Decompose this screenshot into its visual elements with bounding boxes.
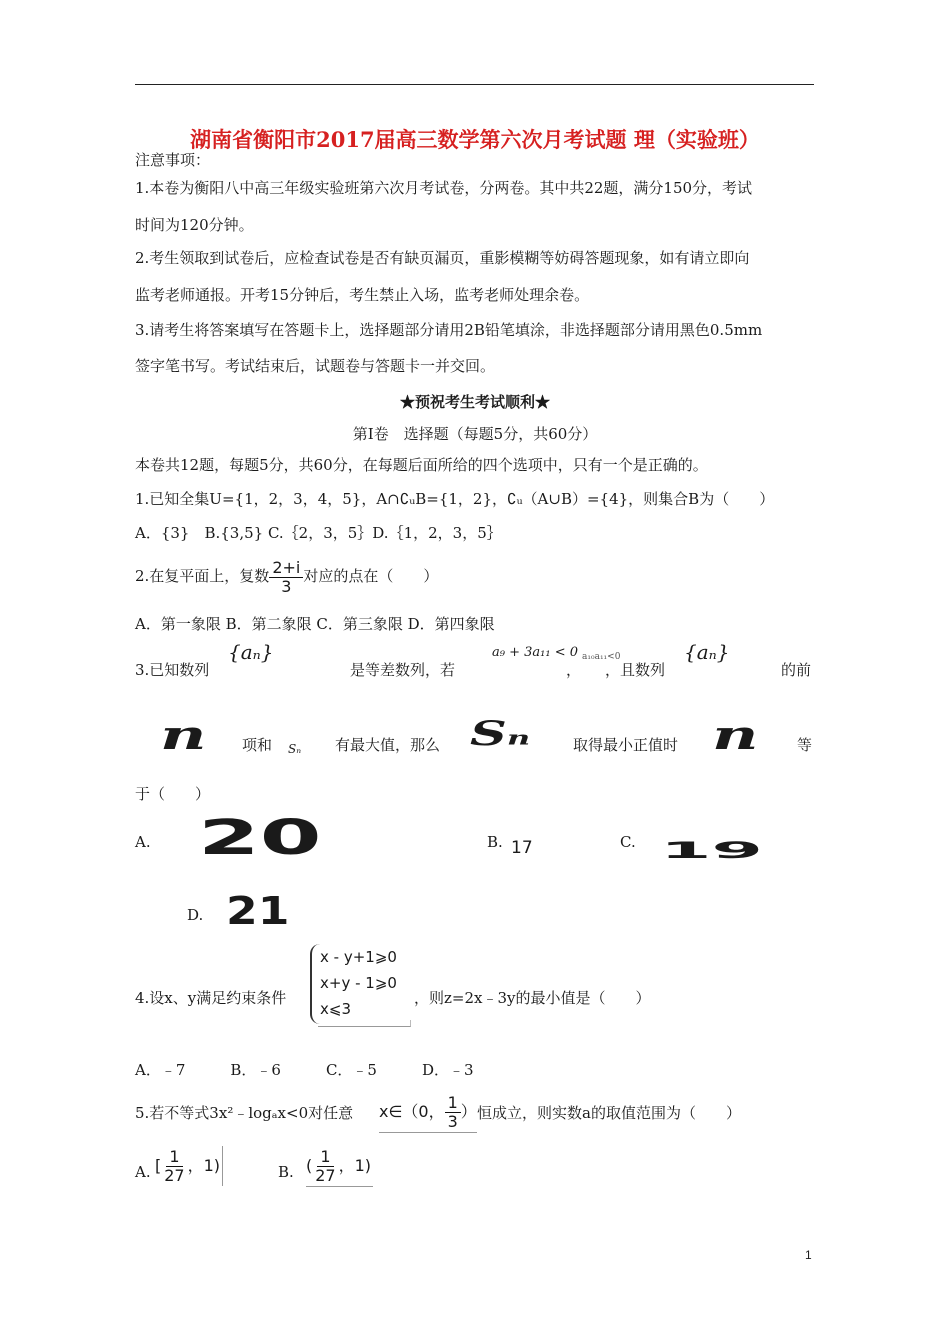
question-2-denominator: 3: [281, 576, 292, 596]
header-rule: [135, 84, 814, 85]
question-5-interval-pre: x∈（0，: [379, 1102, 445, 1121]
question-3-sn-small: Sₙ: [288, 742, 302, 756]
question-3-line-3: 于（ ）: [135, 785, 211, 803]
question-3-text-d: 等: [797, 736, 813, 754]
note-2-line-2: 监考老师通报。开考15分钟后，考生禁止入场，监考老师处理余卷。: [135, 286, 590, 304]
question-5-post: 恒成立，则实数a的取值范围为（ ）: [477, 1104, 741, 1122]
question-2-post: 对应的点在（ ）: [303, 567, 439, 585]
note-2-line-1: 2.考生领取到试卷后，应检查试卷是否有缺页漏页，重影模糊等妨碍答题现象，如有请立即向: [135, 249, 750, 267]
question-4-pre: 4.设x、y满足约束条件: [135, 989, 287, 1007]
question-5-option-b-fraction: [312, 1148, 338, 1185]
question-5-interval-post: ）: [460, 1102, 477, 1121]
page-number: 1: [805, 1248, 812, 1262]
question-3-text-c: 取得最小正值时: [573, 736, 679, 754]
question-5-option-b-open: (: [306, 1156, 313, 1175]
question-3-option-c: 19: [660, 838, 763, 864]
question-4-options: A．﹣7 B．﹣6 C．﹣5 D．﹣3: [135, 1061, 474, 1079]
question-5-option-b-close: ，1): [338, 1156, 372, 1175]
question-3-post: 的前: [781, 661, 812, 679]
question-3-text-b: 有最大值，那么: [335, 736, 441, 754]
question-4-constraint-2: x+y - 1⩾0: [320, 974, 397, 992]
question-5-option-a-label: A.: [135, 1163, 151, 1181]
question-5-interval-numerator: 1: [445, 1094, 461, 1113]
question-3-option-b-label: B.: [487, 833, 503, 851]
question-3-sequence-1: {aₙ}: [228, 640, 274, 664]
question-5-option-a-denominator: 27: [164, 1166, 185, 1185]
question-5-option-b-label: B.: [278, 1163, 294, 1181]
question-2-numerator: 2+i: [269, 559, 303, 578]
question-5-option-a-fraction: [161, 1148, 187, 1185]
question-3-mid: 是等差数列，若: [350, 661, 456, 679]
question-1-stem: 1.已知全集U={1，2，3，4，5}，A∩∁ᵤB={1，2}，∁ᵤ（A∪B）={4}，则集合B为（ ）: [135, 490, 775, 508]
question-5-option-a-close: ，1): [187, 1156, 221, 1175]
question-3-pre: 3.已知数列: [135, 661, 210, 679]
question-3-sn-big: Sₙ: [470, 714, 531, 754]
question-4-figure-border: [318, 1020, 411, 1027]
note-1-line-1: 1.本卷为衡阳八中高三年级实验班第六次月考试卷，分两卷。其中共22题，满分150分，考试: [135, 179, 753, 197]
question-3-n-1: n: [160, 712, 207, 759]
section-intro: 本卷共12题，每题5分，共60分，在每题后面所给的四个选项中，只有一个是正确的。: [135, 456, 708, 474]
question-4-constraint-system: [310, 944, 412, 1024]
question-5-pre: 5.若不等式3x²﹣logₐx<0对任意: [135, 1104, 354, 1122]
question-3-condition: a₉ + 3a₁₁ < 0: [492, 645, 578, 660]
question-5-interval: [379, 1092, 477, 1133]
question-3-sequence-2: {aₙ}: [684, 640, 730, 664]
note-1-line-2: 时间为120分钟。: [135, 216, 254, 234]
question-5-option-b: [306, 1146, 373, 1187]
note-3-line-2: 签字笔书写。考试结束后，试题卷与答题卡一并交回。: [135, 357, 496, 375]
question-4-post: ，则z=2x﹣3y的最小值是（ ）: [414, 989, 651, 1007]
question-3-mid2: ，且数列: [605, 661, 666, 679]
question-5-option-a-open: [: [155, 1156, 162, 1175]
exam-title: 湖南省衡阳市2017届高三数学第六次月考试题 理（实验班）: [190, 127, 760, 152]
question-3-n-2: n: [712, 712, 759, 759]
question-3-option-d-label: D.: [187, 906, 204, 924]
question-2-fraction: [269, 559, 303, 596]
question-3-option-a: 20: [198, 810, 322, 866]
question-5-option-b-numerator: 1: [317, 1148, 333, 1167]
question-3-option-c-label: C.: [620, 833, 636, 851]
question-3-comma: ，: [566, 661, 582, 679]
blessing-line: ★预祝考生考试顺利★: [399, 393, 550, 411]
question-5-option-a-numerator: 1: [166, 1148, 182, 1167]
question-3-option-a-label: A.: [135, 833, 151, 851]
section-heading: 第Ⅰ卷 选择题（每题5分，共60分）: [352, 425, 598, 443]
notes-heading: 注意事项：: [135, 151, 211, 169]
question-2-options: A．第一象限 B．第二象限 C．第三象限 D．第四象限: [135, 615, 495, 633]
question-5-interval-denominator: 3: [447, 1112, 458, 1131]
question-4-constraint-3: x⩽3: [320, 1000, 351, 1018]
question-5-option-b-denominator: 27: [315, 1166, 336, 1185]
question-2-pre: 2.在复平面上，复数: [135, 567, 270, 585]
question-4-constraint-1: x - y+1⩾0: [320, 948, 397, 966]
question-3-option-d: 21: [226, 889, 290, 933]
question-5-option-a: [155, 1146, 223, 1186]
question-3-option-b: 17: [511, 838, 533, 858]
question-3-condition-small: a₁₀a₁₁<0: [582, 652, 621, 662]
question-3-text-a: 项和: [242, 736, 273, 754]
note-3-line-1: 3.请考生将答案填写在答题卡上，选择题部分请用2B铅笔填涂，非选择题部分请用黑色0.5mm: [135, 321, 763, 339]
question-2-stem: [135, 552, 438, 600]
question-5-interval-fraction: [445, 1094, 461, 1131]
question-1-options: A．{3} B.{3,5} C.｛2，3，5｝D.｛1，2，3，5｝: [135, 524, 502, 542]
